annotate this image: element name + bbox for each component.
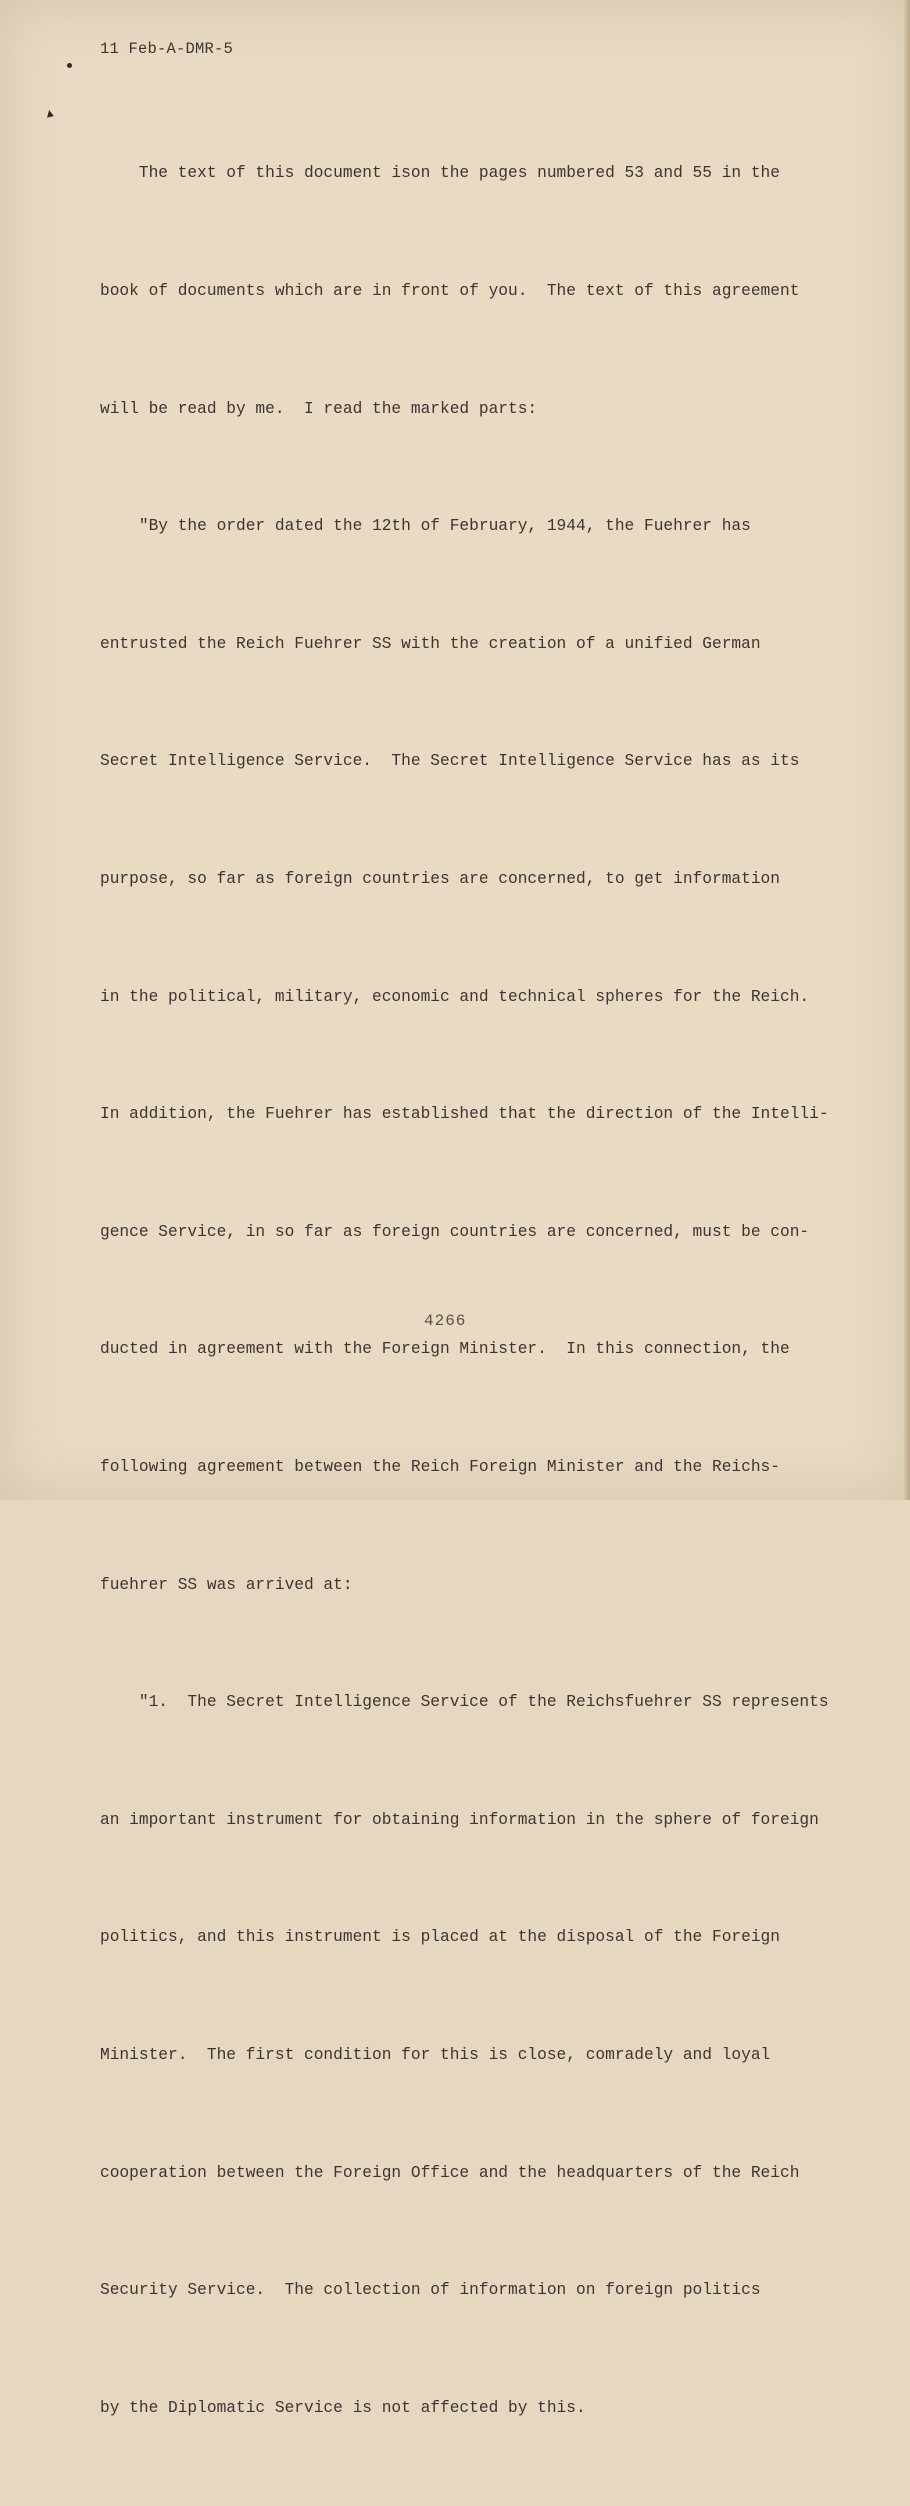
page-edge	[904, 0, 910, 1500]
document-reference: 11 Feb-A-DMR-5	[100, 40, 234, 58]
text-line: will be read by me. I read the marked parts:	[100, 399, 538, 418]
margin-tick-mark	[45, 109, 54, 118]
text-line: Secret Intelligence Service. The Secret Intelligence Service has as its	[100, 752, 800, 771]
text-line: In addition, the Fuehrer has established that the direction of the Intelli-	[100, 1105, 829, 1124]
text-line: gence Service, in so far as foreign countries are concerned, must be con-	[100, 1222, 810, 1241]
document-body	[100, 76, 860, 2506]
text-line: cooperation between the Foreign Office and the headquarters of the Reich	[100, 2163, 800, 2182]
text-line: "By the order dated the 12th of February, 1944, the Fuehrer has	[100, 517, 751, 536]
text-line: Minister. The first condition for this is close, comradely and loyal	[100, 2045, 771, 2064]
text-line: book of documents which are in front of you. The text of this agreement	[100, 282, 800, 300]
text-line: fuehrer SS was arrived at:	[100, 1575, 353, 1594]
page-number: 4266	[424, 1312, 467, 1330]
text-line: The text of this document ison the pages numbered 53 and 55 in the	[100, 164, 780, 183]
text-line: entrusted the Reich Fuehrer SS with the creation of a unified German	[100, 634, 761, 653]
text-line: purpose, so far as foreign countries are concerned, to get information	[100, 869, 780, 888]
text-line: ducted in agreement with the Foreign Minister. In this connection, the	[100, 1340, 790, 1359]
text-line: Security Service. The collection of information on foreign politics	[100, 2281, 761, 2300]
text-line: politics, and this instrument is placed at the disposal of the Foreign	[100, 1928, 780, 1947]
text-line: in the political, military, economic and technical spheres for the Reich.	[100, 987, 810, 1006]
text-line: "1. The Secret Intelligence Service of the Reichsfuehrer SS represents	[100, 1693, 829, 1712]
text-line: by the Diplomatic Service is not affected by this.	[100, 2398, 586, 2417]
text-line: following agreement between the Reich Foreign Minister and the Reichs-	[100, 1457, 780, 1476]
text-line: an important instrument for obtaining information in the sphere of foreign	[100, 1810, 819, 1829]
margin-dot-mark	[67, 63, 72, 68]
